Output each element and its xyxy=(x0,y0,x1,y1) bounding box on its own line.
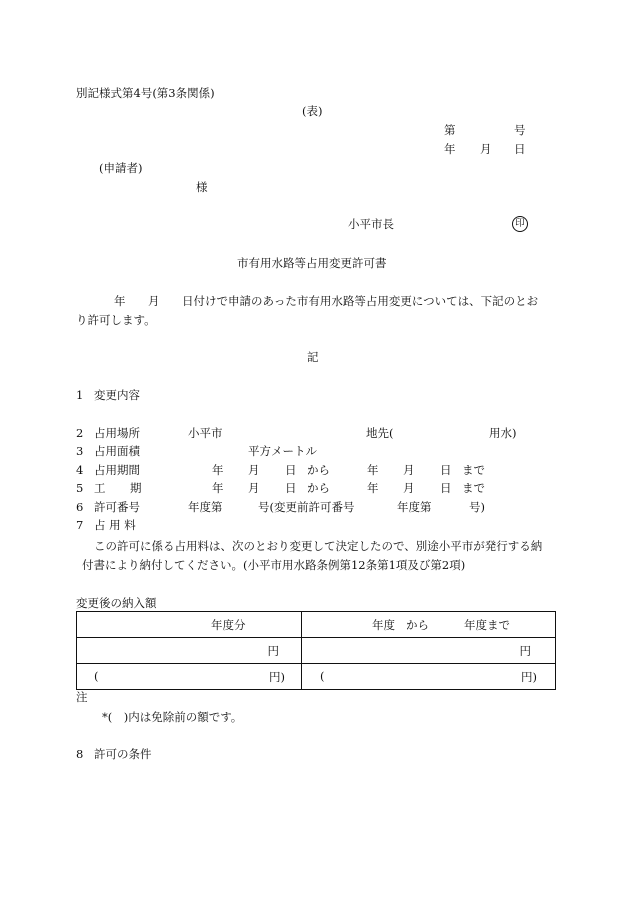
item8-num: 8 xyxy=(76,747,84,761)
fee-table-header-row xyxy=(77,612,556,638)
item5-end-year: 年 xyxy=(367,481,379,495)
form-label: 別記様式第4号(第3条関係) xyxy=(76,86,215,100)
fee-table-caption: 変更後の納入額 xyxy=(76,596,157,610)
item6-nendodai: 年度第 xyxy=(188,500,223,514)
fee-exempt-left xyxy=(77,664,302,690)
fee-header-left-text: 年度分 xyxy=(211,618,246,632)
fee-amount-right-yen: 円 xyxy=(519,644,531,658)
fee-header-nendo: 年度 xyxy=(372,618,395,632)
item6-num: 6 xyxy=(76,500,84,514)
item7-num: 7 xyxy=(76,518,84,532)
item5-label-b: 期 xyxy=(130,481,142,495)
item4-label: 占用期間 xyxy=(94,463,140,477)
item2-label: 占用場所 xyxy=(94,426,140,440)
item3-unit: 平方メートル xyxy=(248,444,317,458)
fee-exempt-right-open: ( xyxy=(320,669,325,683)
item4-end-month: 月 xyxy=(403,463,415,477)
item5-start-day: 日 xyxy=(285,481,297,495)
item7-text1: この許可に係る占用料は、次のとおり変更して決定したので、別途小平市が発行する納 xyxy=(94,539,543,553)
number-dai: 第 xyxy=(444,123,456,137)
body-line1: 日付けで申請のあった市有用水路等占用変更については、下記のとお xyxy=(182,294,539,308)
fee-exempt-left-open: ( xyxy=(94,669,99,683)
item5-num: 5 xyxy=(76,481,84,495)
item4-num: 4 xyxy=(76,463,84,477)
note-text: *( )内は免除前の額です。 xyxy=(102,710,243,724)
note-label: 注 xyxy=(76,690,88,704)
item5-made: まで xyxy=(462,481,485,495)
item8-label: 許可の条件 xyxy=(94,747,152,761)
item6-nendodai2: 年度第 xyxy=(397,500,432,514)
item7-text2: 付書により納付してください。(小平市用水路条例第12条第1項及び第2項) xyxy=(82,558,466,572)
fee-exempt-left-yen: 円) xyxy=(269,670,285,684)
applicant-sama: 様 xyxy=(196,180,208,194)
fee-header-left xyxy=(77,612,302,638)
item6-label: 許可番号 xyxy=(94,500,140,514)
item4-start-day: 日 xyxy=(285,463,297,477)
fee-table-exempt-row xyxy=(77,664,556,690)
item3-label: 占用面積 xyxy=(94,444,140,458)
issuer-name: 小平市長 xyxy=(348,217,394,231)
fee-header-right xyxy=(302,612,556,638)
item6-go-prev: 号(変更前許可番号 xyxy=(258,500,355,514)
number-go: 号 xyxy=(514,123,526,137)
item3-num: 3 xyxy=(76,444,84,458)
item5-end-month: 月 xyxy=(403,481,415,495)
front-mark: (表) xyxy=(302,104,323,118)
fee-table xyxy=(76,611,556,690)
document-title: 市有用水路等占用変更許可書 xyxy=(237,256,387,270)
item4-start-year: 年 xyxy=(212,463,224,477)
item5-start-month: 月 xyxy=(248,481,260,495)
applicant-label: (申請者) xyxy=(99,161,143,175)
fee-table-amount-row xyxy=(77,638,556,664)
item2-num: 2 xyxy=(76,426,84,440)
item4-end-year: 年 xyxy=(367,463,379,477)
item5-kara: から xyxy=(307,481,330,495)
item5-end-day: 日 xyxy=(440,481,452,495)
fee-exempt-right xyxy=(302,664,556,690)
fee-amount-left-yen: 円 xyxy=(267,644,279,658)
seal-stamp: 印 xyxy=(512,216,528,232)
fee-header-kara: から xyxy=(406,618,429,632)
fee-exempt-right-yen: 円) xyxy=(521,670,537,684)
fee-amount-right xyxy=(302,638,556,664)
fee-header-made: 年度まで xyxy=(464,618,510,632)
item4-made: まで xyxy=(462,463,485,477)
item4-kara: から xyxy=(307,463,330,477)
item6-go-close: 号) xyxy=(469,500,485,514)
date-day: 日 xyxy=(514,142,526,156)
body-year: 年 xyxy=(114,294,126,308)
body-line2: り許可します。 xyxy=(76,313,156,327)
date-month: 月 xyxy=(480,142,492,156)
item2-city: 小平市 xyxy=(188,426,223,440)
item5-start-year: 年 xyxy=(212,481,224,495)
body-month: 月 xyxy=(148,294,160,308)
fee-amount-left xyxy=(77,638,302,664)
item7-label: 占 用 料 xyxy=(94,518,136,532)
item1-num: 1 xyxy=(76,388,84,402)
item2-yosui: 用水) xyxy=(489,426,517,440)
item1-label: 変更内容 xyxy=(94,388,140,402)
date-year: 年 xyxy=(444,142,456,156)
item2-chisaki: 地先( xyxy=(366,426,394,440)
item4-end-day: 日 xyxy=(440,463,452,477)
item5-label-a: 工 xyxy=(94,481,106,495)
ki-mark: 記 xyxy=(307,350,319,364)
item4-start-month: 月 xyxy=(248,463,260,477)
